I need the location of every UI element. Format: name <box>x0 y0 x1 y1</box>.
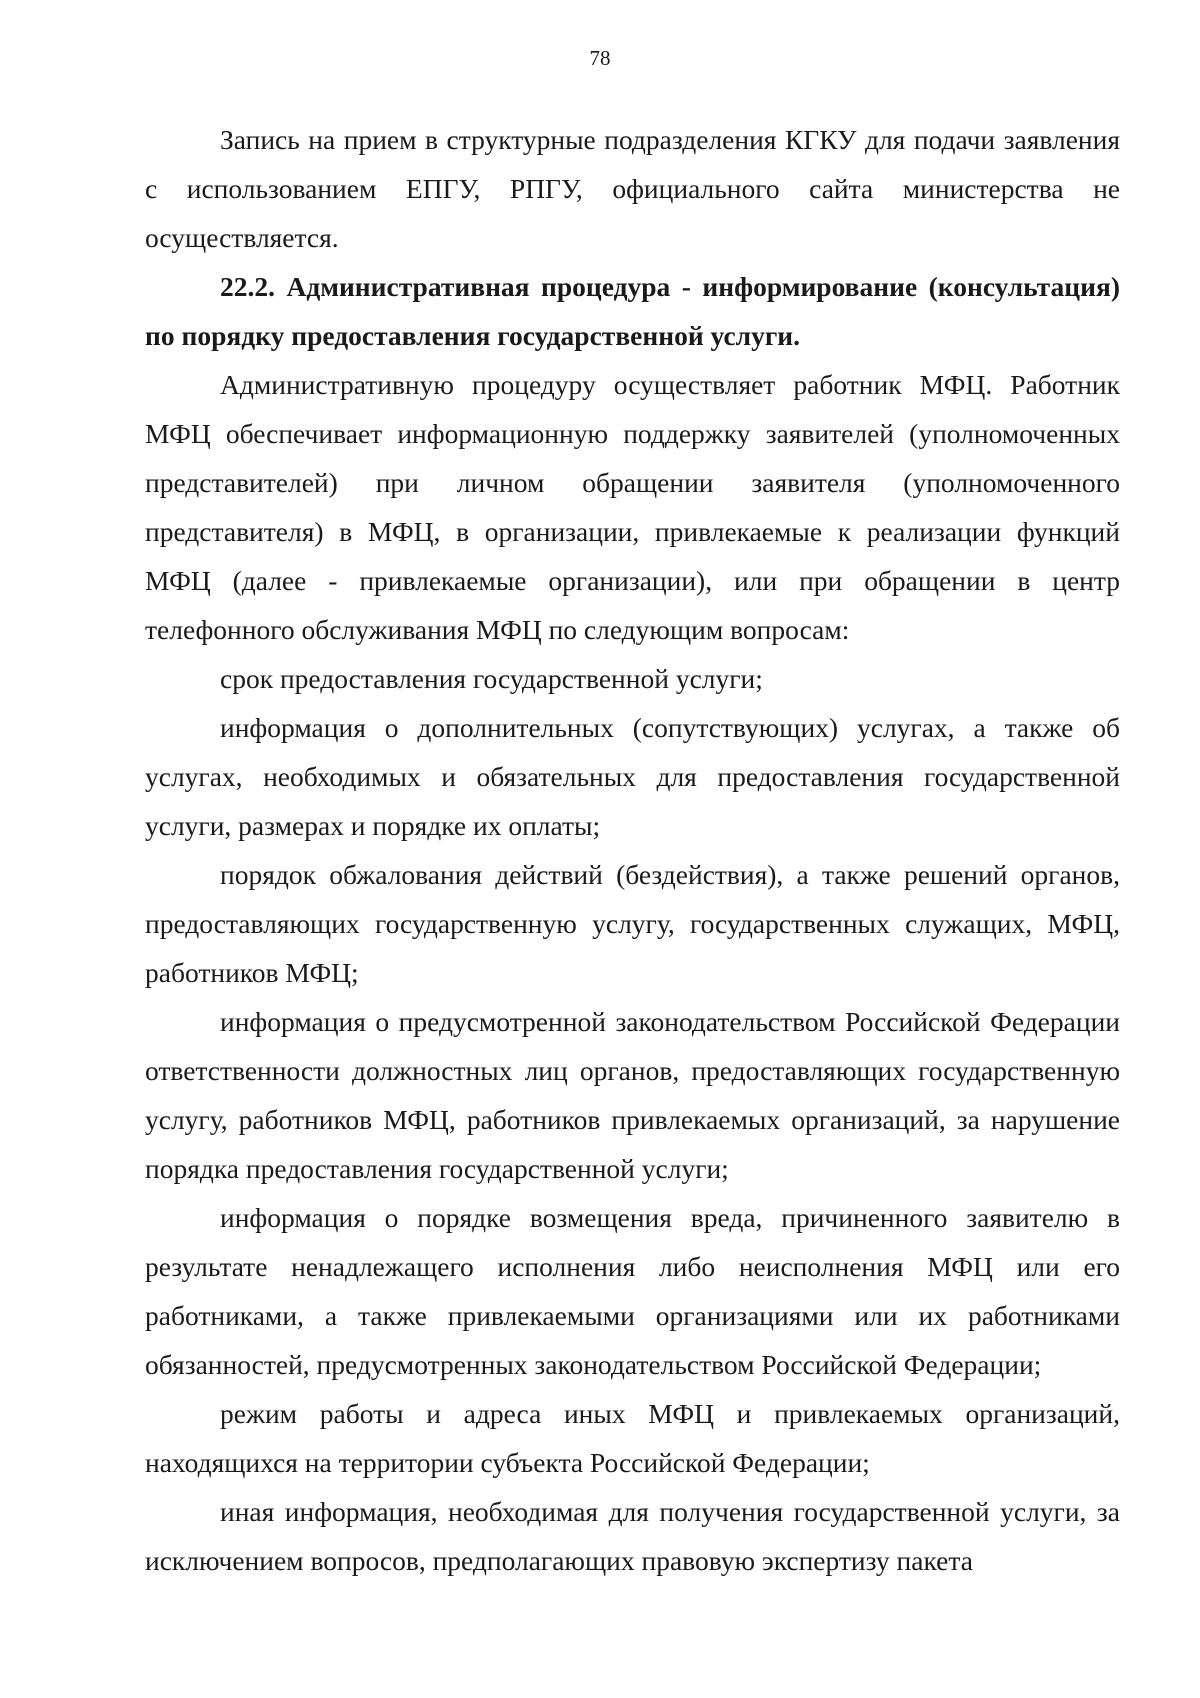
paragraph-record-not-available: Запись на прием в структурные подразделения КГКУ для подачи заявления с использованием ЕПГУ, РПГУ, официального сайта министерства не осуществляется. <box>145 124 1120 253</box>
page-number: 78 <box>589 46 611 70</box>
section-heading-22-2: 22.2. Административная процедура - информирование (консультация) по порядку предоставления государственной услуги. <box>145 271 1120 351</box>
list-item-additional-services: информация о дополнительных (сопутствующих) услугах, а также об услугах, необходимых и обязательных для предоставления государственной услуги, размерах и порядке их оплаты; <box>145 712 1120 841</box>
list-item-working-hours-addresses: режим работы и адреса иных МФЦ и привлекаемых организаций, находящихся на территории субъекта Российской Федерации; <box>145 1398 1120 1478</box>
list-item-damage-compensation: информация о порядке возмещения вреда, причиненного заявителю в результате ненадлежащего исполнения либо неисполнения МФЦ или его работниками, а также привлекаемыми организациями или их работниками обязанностей, предусмотренных законодательством Российской Федерации; <box>145 1202 1120 1380</box>
list-item-official-liability: информация о предусмотренной законодательством Российской Федерации ответственности должностных лиц органов, предоставляющих государственную услугу, работников МФЦ, работников привлекаемых организаций, за нарушение порядка предоставления государственной услуги; <box>145 1006 1120 1184</box>
paragraph-procedure-description: Административную процедуру осуществляет работник МФЦ. Работник МФЦ обеспечивает информационную поддержку заявителей (уполномоченных представителей) при личном обращении заявителя (уполномоченного представителя) в МФЦ, в организации, привлекаемые к реализации функций МФЦ (далее - привлекаемые организации), или при обращении в центр телефонного обслуживания МФЦ по следующим вопросам: <box>145 369 1120 645</box>
list-item-appeal-procedure: порядок обжалования действий (бездействия), а также решений органов, предоставляющих государственную услугу, государственных служащих, МФЦ, работников МФЦ; <box>145 859 1120 988</box>
list-item-service-term: срок предоставления государственной услуги; <box>220 663 763 694</box>
document-body <box>145 115 1120 1585</box>
list-item-other-information: иная информация, необходимая для получения государственной услуги, за исключением вопросов, предполагающих правовую экспертизу пакета <box>145 1496 1120 1576</box>
